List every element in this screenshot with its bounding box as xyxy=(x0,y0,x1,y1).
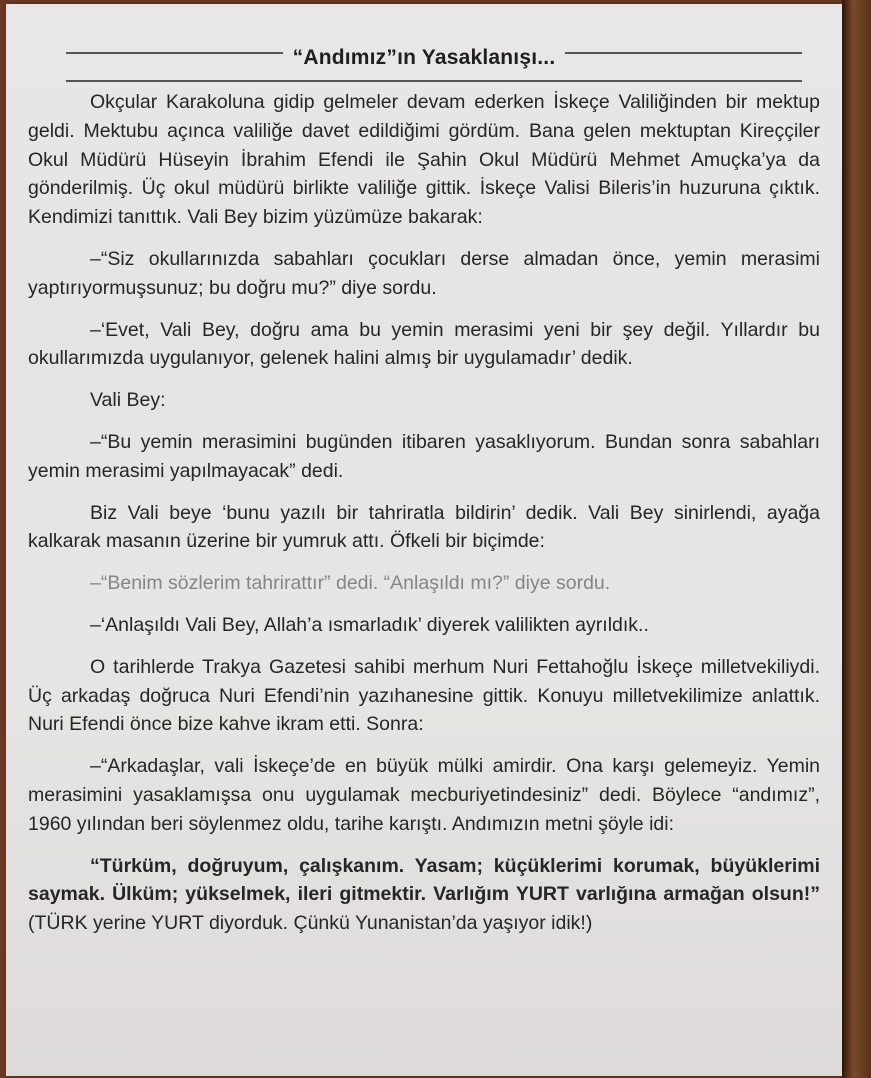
paragraph-5: –“Bu yemin merasimini bugünden itibaren yasaklıyorum. Bundan sonra sabahları yemin merasimi yapılmayacak” dedi. xyxy=(28,430,820,482)
paragraph-3: –‘Evet, Vali Bey, doğru ama bu yemin merasimi yeni bir şey değil. Yıllardır bu okullarımızda uygulanıyor, gelenek halini almış bir uygulamadır’ dedik. xyxy=(28,318,820,370)
paragraph-1: Okçular Karakoluna gidip gelmeler devam ederken İskeçe Valiliğinden bir mektup geldi. Mektubu açınca valiliğe davet edildiğimi gördüm. Bana gelen mektuptan Kireççiler Okul Müdürü Hüseyin İbrahim Efendi ile Şahin Okul Müdürü Mehmet Amuçka’ya da gönderilmiş. Üç okul müdürü birlikte valiliğe gittik. İskeçe Valisi Bileris’in huzuruna çıktık. Kendimizi tanıttık. Vali Bey bizim yüzümüze bakarak: xyxy=(28,91,820,229)
background-wood xyxy=(842,0,871,1078)
article-title-text: “Andımız”ın Yasaklanışı... xyxy=(283,46,566,69)
oath-text: “Türküm, doğruyum, çalışkanım. Yasam; küçüklerimi korumak, büyüklerimi saymak. Ülküm; yükselmek, ileri gitmektir. Varlığım YURT varlığına armağan olsun!” xyxy=(28,854,820,906)
paragraph-8: –‘Anlaşıldı Vali Bey, Allah’a ısmarladık’ diyerek valilikten ayrıldık.. xyxy=(90,613,649,636)
paragraph-9: O tarihlerde Trakya Gazetesi sahibi merhum Nuri Fettahoğlu İskeçe milletvekiliydi. Üç arkadaş doğruca Nuri Efendi’nin yazıhanesine gittik. Konuyu milletvekilimize anlattık. Nuri Efendi önce bize kahve ikram etti. Sonra: xyxy=(28,655,820,736)
oath-paragraph xyxy=(28,852,820,938)
paragraph-4: Vali Bey: xyxy=(90,389,166,412)
article-body xyxy=(28,88,820,951)
oath-note: (TÜRK yerine YURT diyorduk. Çünkü Yunanistan’da yaşıyor idik!) xyxy=(28,912,593,935)
paragraph-6: Biz Vali beye ‘bunu yazılı bir tahriratla bildirin’ dedik. Vali Bey sinirlendi, ayağa kalkarak masanın üzerine bir yumruk attı. Öfkeli bir biçimde: xyxy=(28,501,820,553)
document-page xyxy=(6,4,842,1076)
paragraph-2: –“Siz okullarınızda sabahları çocukları derse almadan önce, yemin merasimi yaptırıyormuşsunuz; bu doğru mu?” diye sordu. xyxy=(28,247,820,299)
paragraph-10: –“Arkadaşlar, vali İskeçe’de en büyük mülki amirdir. Ona karşı gelemeyiz. Yemin merasimini yasaklamışsa onu uygulamak mecburiyetindesiniz” dedi. Böylece “andımız”, 1960 yılından beri söylenmez oldu, tarihe karıştı. Andımızın metni şöyle idi: xyxy=(28,755,820,835)
article-title xyxy=(6,46,842,70)
header-rule-bottom xyxy=(66,80,802,82)
paragraph-7: –“Benim sözlerim tahrirattır” dedi. “Anlaşıldı mı?” diye sordu. xyxy=(90,572,611,595)
